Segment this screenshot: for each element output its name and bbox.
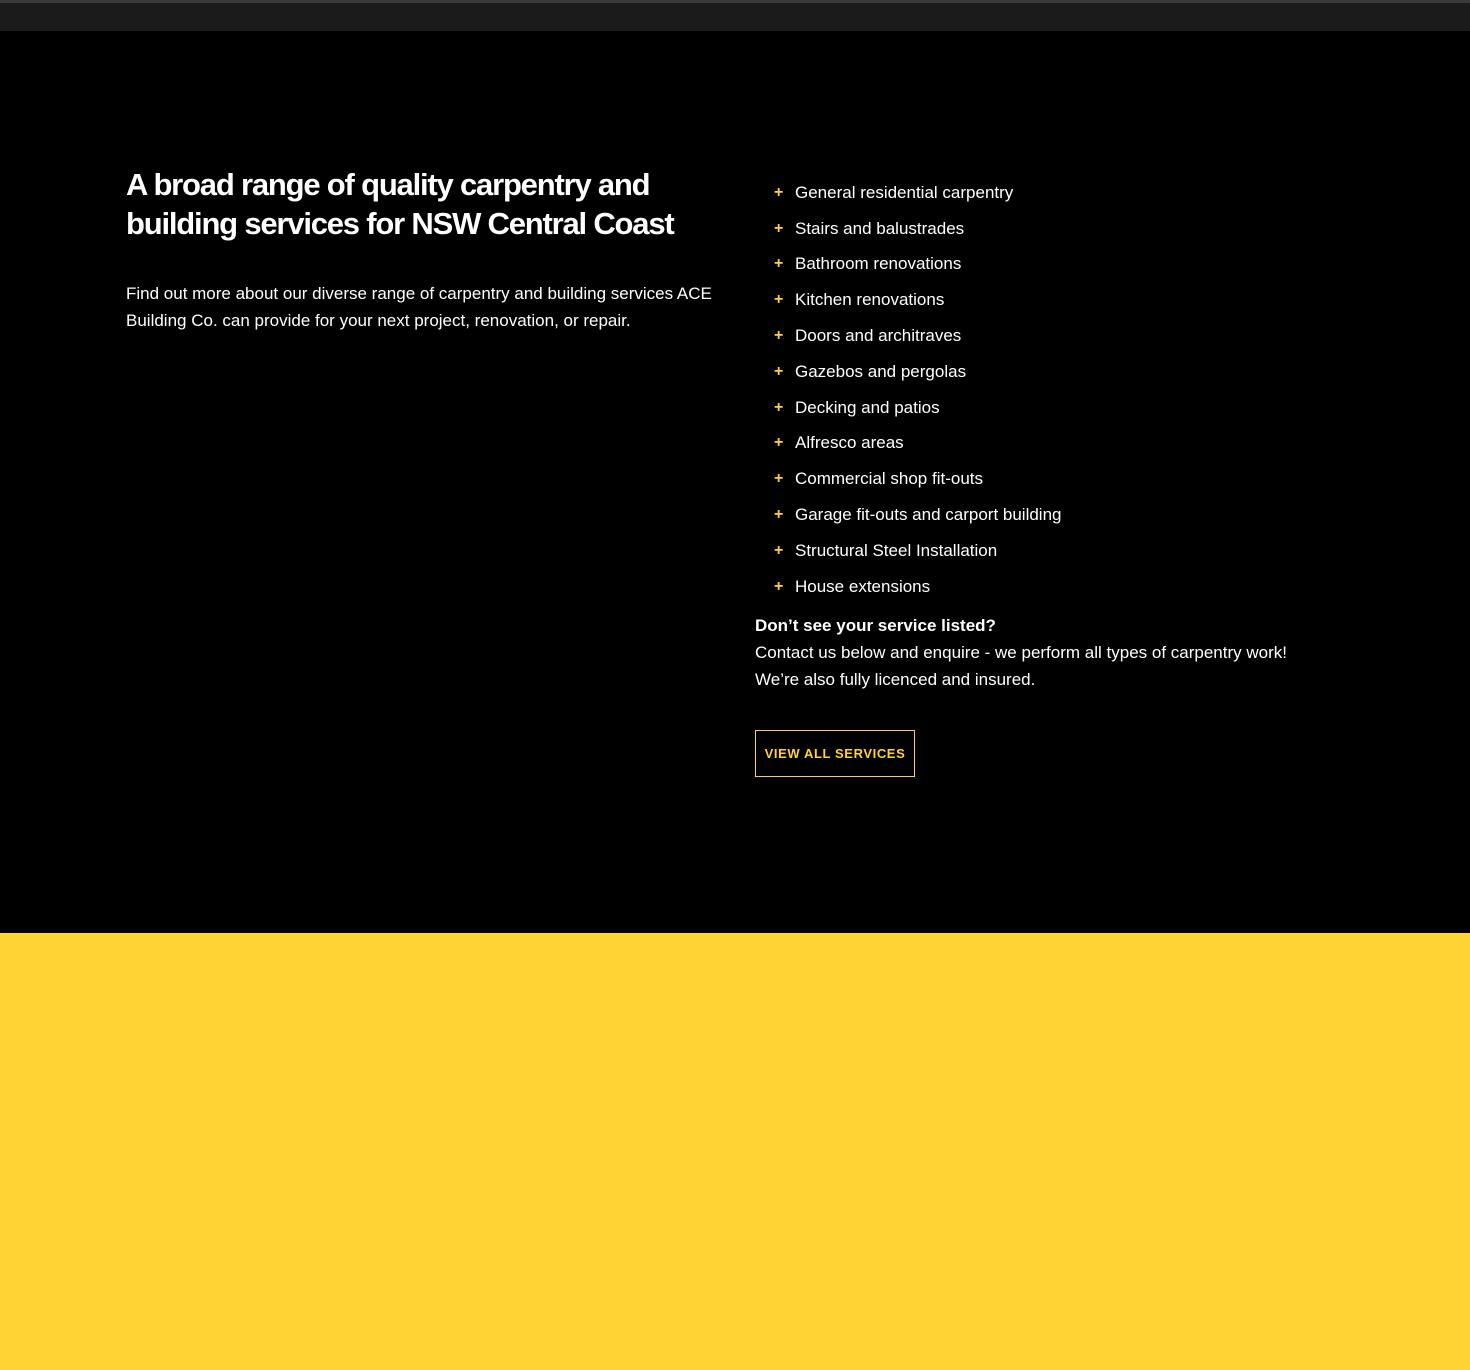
plus-icon: + [774,362,784,380]
plus-icon: + [774,183,784,201]
service-item: + House extensions [774,576,931,596]
cta-line-2: We’re also fully licenced and insured. [755,670,1036,689]
service-item: + Gazebos and pergolas [774,361,967,381]
cta-line-1: Contact us below and enquire - we perform all types of carpentry work! [755,643,1287,662]
plus-icon: + [774,255,784,273]
plus-icon: + [774,291,784,309]
service-item: + Stairs and balustrades [774,218,965,238]
plus-icon: + [774,577,784,595]
section-heading: A broad range of quality carpentry and building services for NSW Central Coast [126,167,674,241]
plus-icon: + [774,541,784,559]
service-item: + Doors and architraves [774,326,962,346]
plus-icon: + [774,219,784,237]
yellow-section [0,933,1470,1370]
service-item: + Garage fit-outs and carport building [774,505,1062,525]
plus-icon: + [774,506,784,524]
plus-icon: + [774,398,784,416]
view-all-services-button[interactable]: VIEW ALL SERVICES [755,730,915,777]
plus-icon: + [774,327,784,345]
service-item: + Kitchen renovations [774,290,945,310]
section-intro: Find out more about our diverse range of carpentry and building services ACE Building Co. can provide for your next project, renovation, or repair. [126,284,712,330]
plus-icon: + [774,470,784,488]
service-item: + Bathroom renovations [774,254,962,274]
service-item: + General residential carpentry [774,182,1014,202]
service-item: + Structural Steel Installation [774,540,998,560]
service-item: + Alfresco areas [774,433,904,453]
service-item: + Decking and patios [774,397,940,417]
service-item: + Commercial shop fit-outs [774,469,984,489]
plus-icon: + [774,434,784,452]
services-list [774,175,1062,605]
cta-text [755,612,1375,693]
cta-title: Don’t see your service listed? [755,616,996,635]
browser-top-bar [0,0,1470,31]
